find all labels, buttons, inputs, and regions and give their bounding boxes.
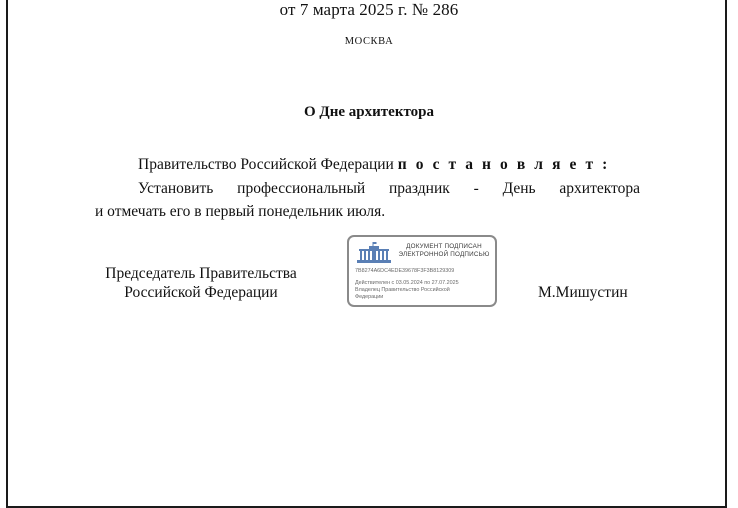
signer-position (96, 264, 306, 302)
signer-name: М.Мишустин (538, 284, 628, 301)
stamp-title-line-1: ДОКУМЕНТ ПОДПИСАН (406, 243, 482, 250)
resolution-verb: п о с т а н о в л я е т : (397, 156, 610, 173)
electronic-signature-stamp (347, 235, 497, 307)
stamp-owner-line-1: Владелец Правительство Российской (355, 287, 450, 293)
resolution-intro-text: Правительство Российской Федерации (138, 156, 398, 173)
stamp-validity: Действителен с 03.05.2024 по 27.07.2025 (355, 280, 459, 286)
signer-position-line-2: Российской Федерации (124, 284, 278, 301)
resolution-body-line-1: Установить профессиональный праздник - День архитектора (138, 180, 640, 197)
government-building-icon (355, 241, 393, 265)
stamp-owner-line-2: Федерации (355, 294, 384, 300)
document-title: О Дне архитектора (304, 104, 434, 120)
stamp-certificate-number: 7B8274A6DC4EDE39678F3F3B8129309 (355, 268, 455, 274)
signer-position-line-1: Председатель Правительства (105, 265, 297, 282)
resolution-body-line-2: и отмечать его в первый понедельник июля. (95, 203, 386, 220)
resolution-intro (138, 156, 610, 174)
stamp-title-line-2: ЭЛЕКТРОННОЙ ПОДПИСЬЮ (398, 250, 490, 258)
document-city: МОСКВА (344, 36, 394, 47)
document-date-number: от 7 марта 2025 г. № 286 (279, 0, 459, 19)
stamp-title (395, 243, 493, 258)
